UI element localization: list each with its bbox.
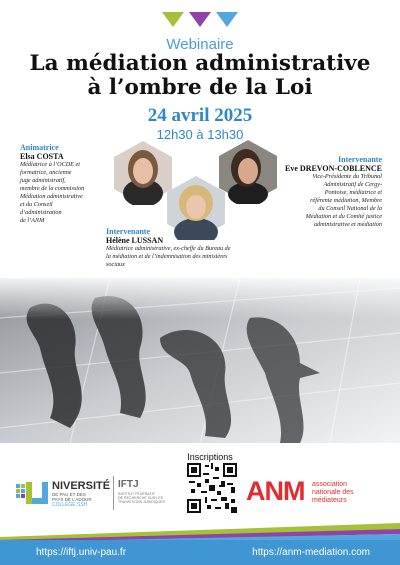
university-logo <box>14 476 174 512</box>
iftj-sub-line: TRANSITIONS JURIDIQUES <box>118 500 165 505</box>
anm-link[interactable]: https://anm-mediation.com <box>252 547 370 558</box>
logo-divider <box>113 476 114 510</box>
desc-line: sociaux <box>106 261 125 268</box>
desc-line: Administratif de Cergy- <box>323 181 382 188</box>
university-sub-line: PAYS DE L’ADOUR <box>52 497 92 502</box>
desc-line: Médiatrice à l’OCDE et <box>20 161 80 168</box>
footer-bar <box>0 540 400 565</box>
university-sub-line: DE PAU ET DES <box>52 492 86 497</box>
desc-line: juge administratif, <box>20 177 66 184</box>
shadow-photo <box>0 278 400 443</box>
desc-line: du Conseil National de la <box>318 205 382 212</box>
title-line-2: à l’ombre de la Loi <box>87 75 313 100</box>
anm-tagline-line: nationale des <box>312 489 354 496</box>
desc-line: Vice-Présidente du Tribunal <box>312 173 382 180</box>
desc-line: Pontoise, médiatrice et <box>324 189 382 196</box>
title-line-1: La médiation administrative <box>29 51 371 76</box>
iftj-sub <box>118 492 165 505</box>
desc-line: Médiation et du Comité justice <box>305 213 382 220</box>
speaker-left-role: Animatrice <box>20 143 59 152</box>
speaker-left <box>20 143 110 225</box>
speaker-right-role: Intervenante <box>338 155 382 164</box>
university-college: COLLÈGE SSH <box>52 502 88 508</box>
iftj-sub-line: DE RECHERCHE SUR LES <box>118 496 164 501</box>
desc-line: de l’ANM <box>20 217 45 224</box>
desc-line: Médiation administrative <box>20 193 83 200</box>
desc-line: la médiation et de l’indemnisation des ministères <box>106 253 228 260</box>
university-name: NIVERSITÉ <box>52 480 111 492</box>
desc-line: d’administration <box>20 209 62 216</box>
decorative-triangles <box>162 12 238 28</box>
anm-logo <box>246 476 391 512</box>
anm-tagline-line: médiateurs <box>312 497 347 504</box>
university-sub <box>52 492 92 508</box>
desc-line: formatrice, ancienne <box>20 169 72 176</box>
eyebrow-webinaire: Webinaire <box>166 36 234 53</box>
speaker-center-desc <box>106 245 276 269</box>
speaker-left-desc <box>20 161 110 225</box>
portrait-elsa-costa <box>114 141 172 205</box>
speaker-center-name: Hélène LUSSAN <box>106 236 164 245</box>
desc-line: et du Conseil <box>20 201 53 208</box>
anm-tagline-line: association <box>312 481 348 488</box>
anm-letters: ANM <box>246 476 305 506</box>
iftj-sub-line: INSTITUT FÉDÉRATIF <box>118 492 155 496</box>
speaker-left-name: Elsa COSTA <box>20 152 64 161</box>
desc-line: membre de la commission <box>20 185 85 192</box>
registration-label: Inscriptions <box>187 452 233 462</box>
desc-line: référente médiation, Membre <box>310 197 382 204</box>
qr-code[interactable] <box>187 463 237 513</box>
speaker-center <box>106 227 276 269</box>
event-time: 12h30 à 13h30 <box>156 127 244 142</box>
university-mark-icon <box>14 478 54 508</box>
page-title <box>0 52 400 100</box>
speaker-right-name: Eve DREVON-COBLENCE <box>285 164 382 173</box>
event-date: 24 avril 2025 <box>147 105 253 126</box>
desc-line: administrative et médiation <box>313 221 382 228</box>
iftj-name: IFTJ <box>118 479 139 490</box>
speaker-center-role: Intervenante <box>106 227 150 236</box>
portrait-eve-drevon-coblence <box>219 140 277 204</box>
anm-tagline <box>312 481 354 505</box>
iftj-link[interactable]: https://iftj.univ-pau.fr <box>36 547 127 558</box>
desc-line: Médiatrice administrative, ex-cheffe du Bureau de <box>106 245 231 252</box>
